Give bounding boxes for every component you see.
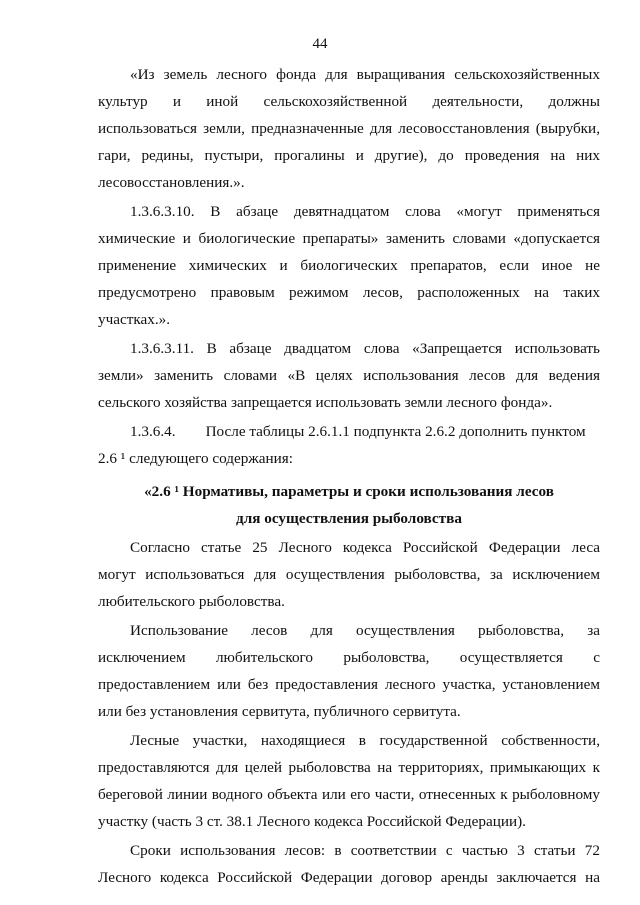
text-line: «Из земель лесного фонда для выращивания сельскохозяйственных <box>130 66 600 83</box>
text-line: участках.». <box>98 311 171 328</box>
text-line: 1.3.6.3.10. В абзаце девятнадцатом слова «могут применяться <box>130 203 600 220</box>
text-line: химические и биологические препараты» заменить словами «допускается <box>98 230 600 247</box>
text-line: Лесного кодекса Российской Федерации договор аренды заключается на <box>98 869 600 886</box>
text-line: береговой линии водного объекта или его части, отнесенных к рыболовному <box>98 786 600 803</box>
text-line: исключением любительского рыболовства, осуществляется с <box>98 649 600 666</box>
clause-text: После таблицы 2.6.1.1 подпункта 2.6.2 дополнить пунктом <box>205 423 586 440</box>
text-line: любительского рыболовства. <box>98 593 285 610</box>
text-line: применение химических и биологических препаратов, если иное не <box>98 257 600 274</box>
text-line: использоваться земли, предназначенные для лесовосстановления (вырубки, <box>98 120 600 137</box>
text-line: предусмотрено правовым режимом лесов, расположенных на таких <box>98 284 600 301</box>
text-line: Использование лесов для осуществления рыболовства, за <box>130 622 600 639</box>
text-line: 2.6 ¹ следующего содержания: <box>98 450 293 467</box>
text-line: гари, редины, пустыри, прогалины и другие), до проведения на них <box>98 147 600 164</box>
text-line: предоставляются для целей рыболовства на территориях, примыкающих к <box>98 759 600 776</box>
section-heading: для осуществления рыболовства <box>236 510 462 527</box>
text-line: или без установления сервитута, публичного сервитута. <box>98 703 461 720</box>
section-heading: «2.6 ¹ Нормативы, параметры и сроки использования лесов <box>144 483 554 500</box>
clause-number: 1.3.6.4. <box>130 423 176 440</box>
text-line: земли» заменить словами «В целях использования лесов для ведения <box>98 367 600 384</box>
text-line <box>130 422 586 442</box>
text-line: 1.3.6.3.11. В абзаце двадцатом слова «Запрещается использовать <box>130 340 600 357</box>
text-line: сельского хозяйства запрещается использовать земли лесного фонда». <box>98 394 553 411</box>
text-line: могут использоваться для осуществления рыболовства, за исключением <box>98 566 600 583</box>
text-line: предоставлением или без предоставления лесного участка, установлением <box>98 676 600 693</box>
text-line: Согласно статье 25 Лесного кодекса Российской Федерации леса <box>130 539 600 556</box>
text-line: лесовосстановления.». <box>98 174 245 191</box>
text-line: Лесные участки, находящиеся в государственной собственности, <box>130 732 600 749</box>
page-number: 44 <box>312 36 328 52</box>
text-line: Сроки использования лесов: в соответствии с частью 3 статьи 72 <box>130 842 600 859</box>
text-line: участку (часть 3 ст. 38.1 Лесного кодекса Российской Федерации). <box>98 813 526 830</box>
text-line: культур и иной сельскохозяйственной деятельности, должны <box>98 93 600 110</box>
